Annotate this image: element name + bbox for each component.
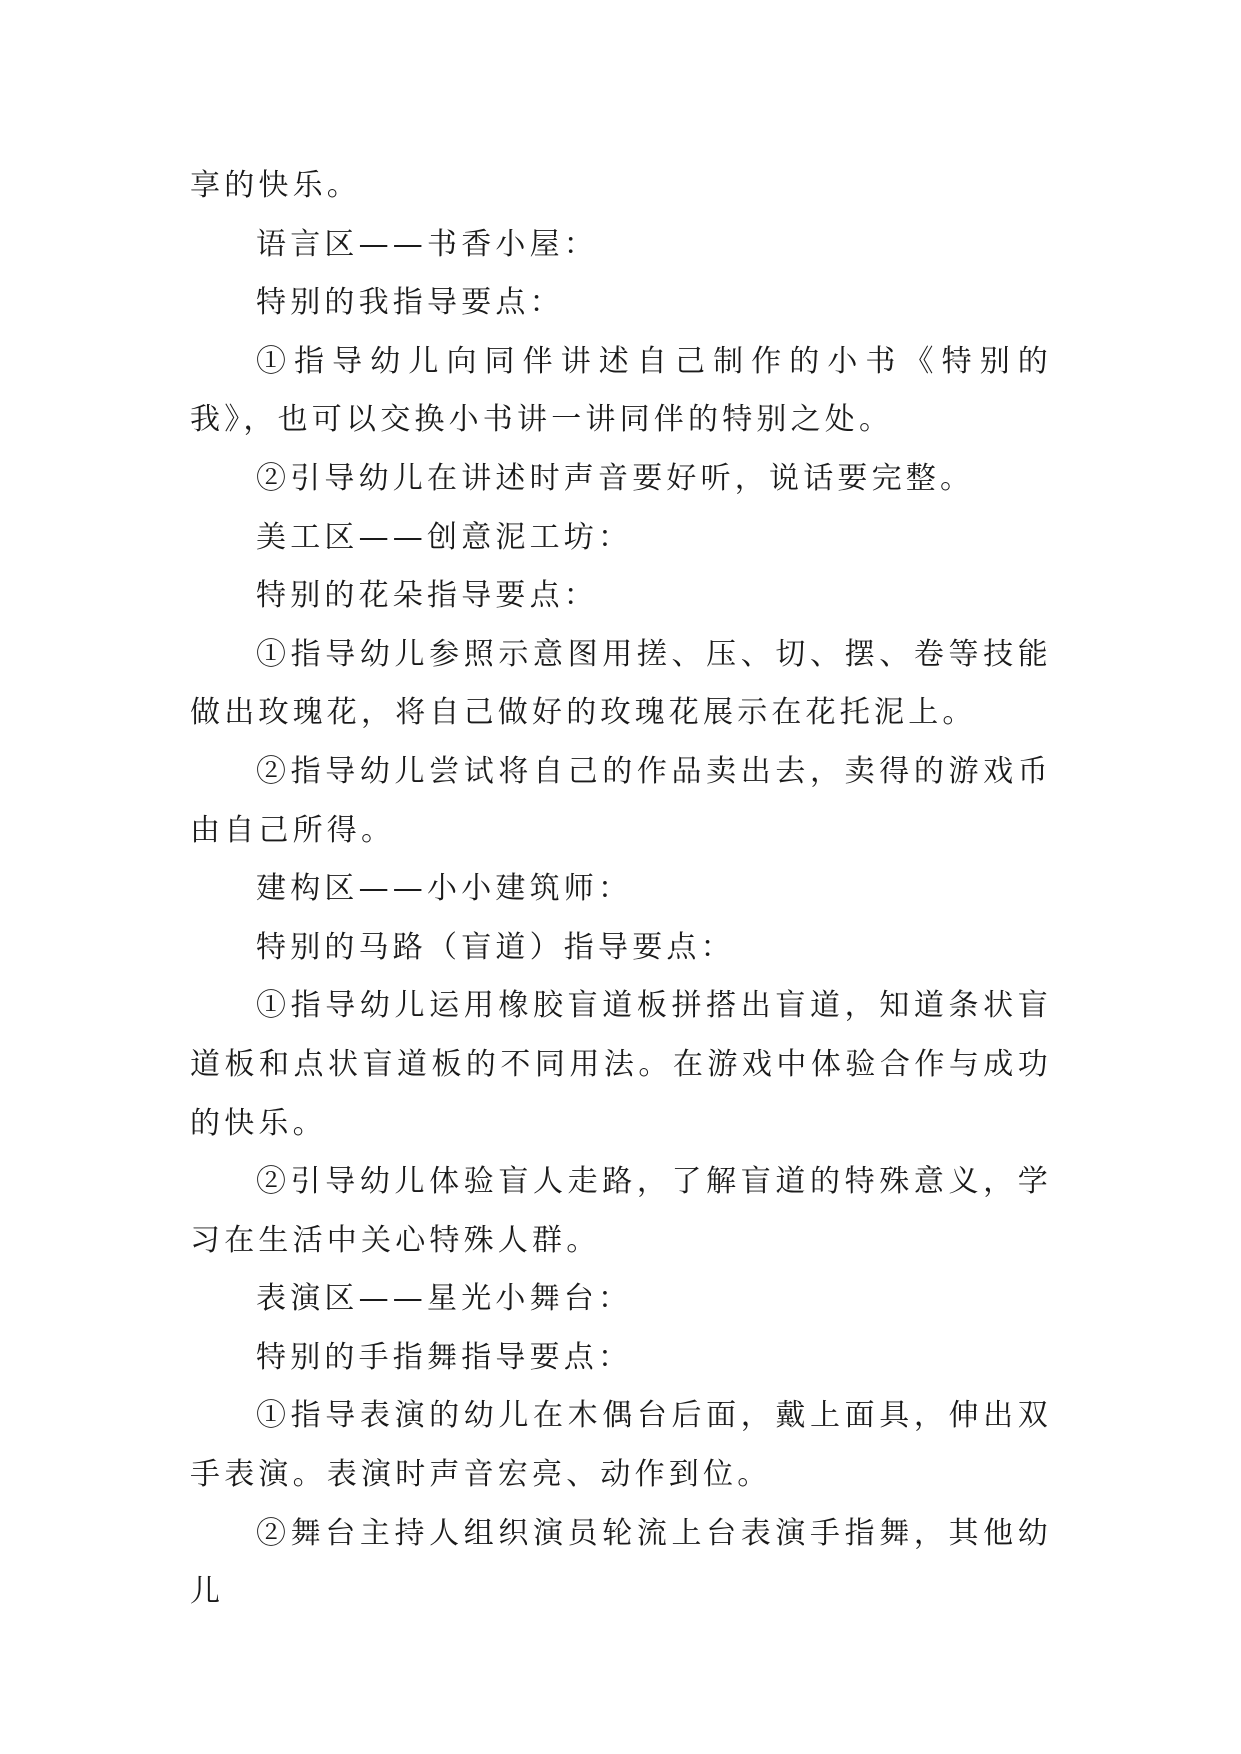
guidance-point: ①指导表演的幼儿在木偶台后面，戴上面具，伸出双手表演。表演时声音宏亮、动作到位。 [190, 1398, 1052, 1493]
section-heading-performance-area: 表演区——星光小舞台： [256, 1281, 633, 1317]
guidance-point: ②舞台主持人组织演员轮流上台表演手指舞，其他幼儿 [190, 1515, 1052, 1610]
guidance-heading-special-me: 特别的我指导要点： [256, 285, 564, 321]
section-heading-language-area: 语言区——书香小屋： [256, 226, 598, 262]
guidance-heading-special-flower: 特别的花朵指导要点： [256, 578, 598, 614]
guidance-point: ①指导幼儿运用橡胶盲道板拼搭出盲道，知道条状盲道板和点状盲道板的不同用法。在游戏中体验合作与成功的快乐。 [190, 988, 1052, 1141]
guidance-point: ②指导幼儿尝试将自己的作品卖出去，卖得的游戏币由自己所得。 [190, 753, 1052, 848]
guidance-point: ①指导幼儿向同伴讲述自己制作的小书《特别的我》，也可以交换小书讲一讲同伴的特别之处。 [190, 343, 1052, 438]
guidance-heading-special-road: 特别的马路（盲道）指导要点： [256, 929, 735, 965]
document-body [190, 157, 1052, 1622]
paragraph-continuation: 享的快乐。 [190, 168, 361, 203]
guidance-point: ②引导幼儿体验盲人走路，了解盲道的特殊意义，学习在生活中关心特殊人群。 [190, 1164, 1052, 1258]
guidance-point: ①指导幼儿参照示意图用搓、压、切、摆、卷等技能做出玫瑰花，将自己做好的玫瑰花展示在花托泥上。 [190, 636, 1052, 731]
guidance-point: ②引导幼儿在讲述时声音要好听，说话要完整。 [256, 460, 975, 496]
section-heading-construction-area: 建构区——小小建筑师： [256, 871, 633, 907]
guidance-heading-finger-dance: 特别的手指舞指导要点： [256, 1339, 633, 1375]
section-heading-art-area: 美工区——创意泥工坊： [256, 519, 633, 555]
